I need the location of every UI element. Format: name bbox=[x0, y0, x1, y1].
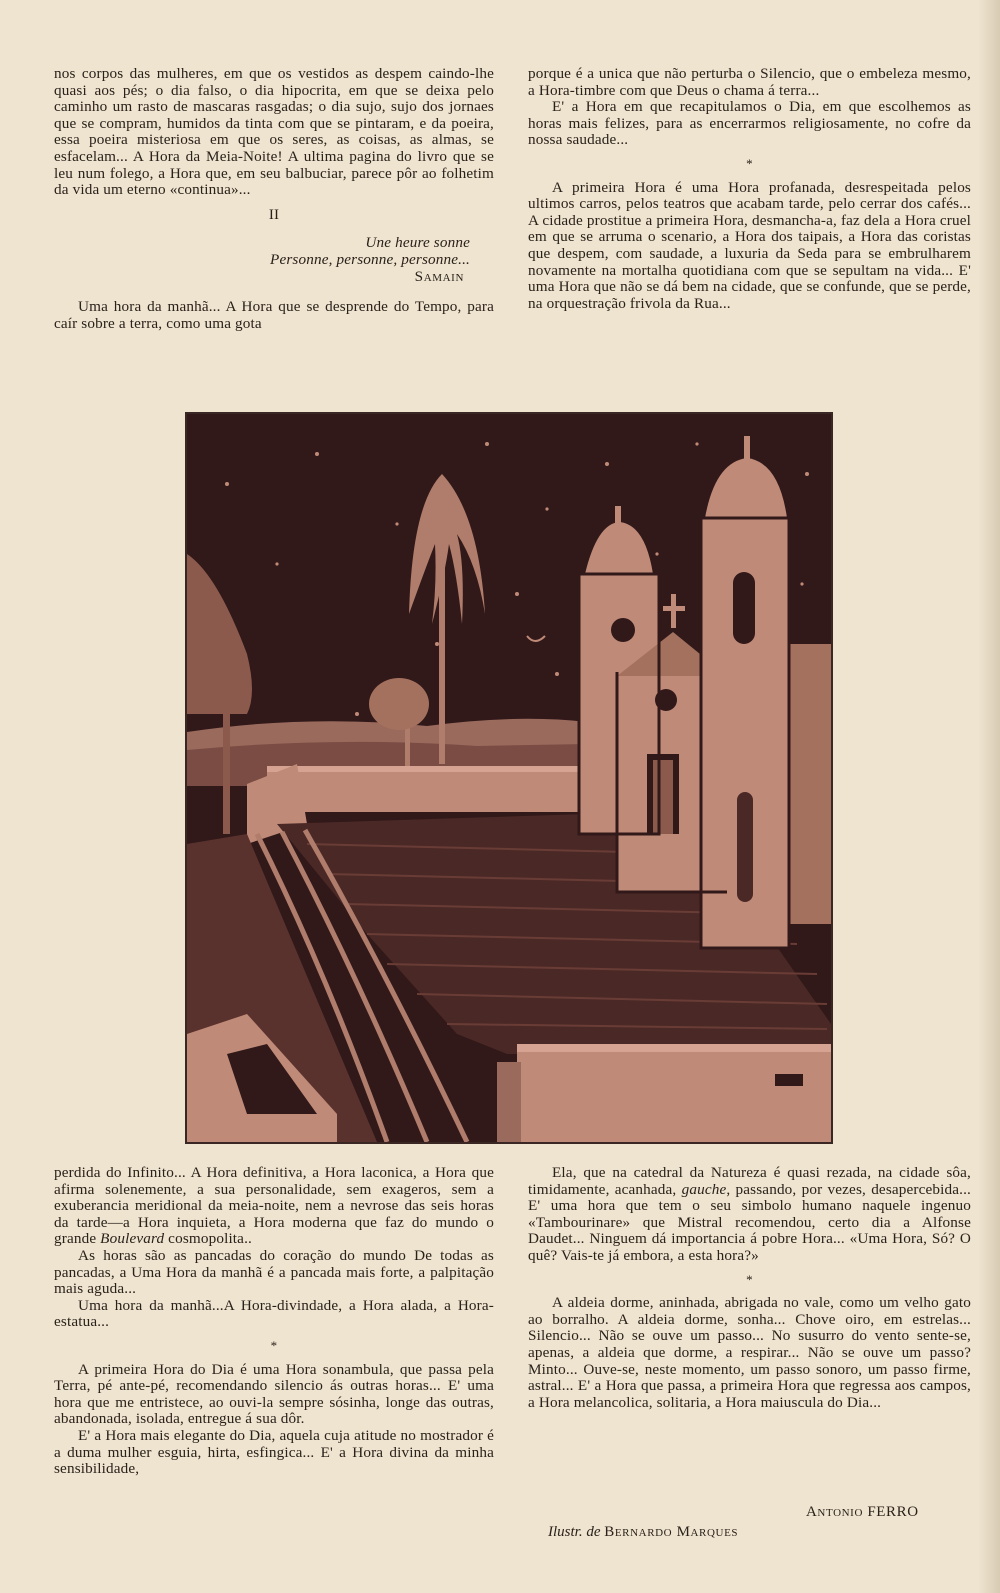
paragraph: nos corpos das mulheres, em que os vestidos as despem caindo-lhe quasi aos pés; o dia falso, o dia hipocrita, em que se deixa pelo caminho um rasto de mascaras rasgadas; o dia sujo, sujo dos jornaes que se compram, humidos da tinta com que se pintaram, e da poeira, essa poeira misteriosa em que os seres, as coisas, as almas, se esfacelam... A Hora da Meia-Noite! A ultima pagina do livro que se leu num folego, a Hora que, em seu balbuciar, parece pôr ao folhetim da vida um eterno «continua»... bbox=[54, 65, 494, 199]
page-edge-shadow bbox=[978, 0, 1000, 1593]
illustration-credit bbox=[548, 1524, 738, 1541]
column-top-right bbox=[528, 66, 971, 312]
epigraph-line: Personne, personne, personne... bbox=[270, 250, 470, 268]
paragraph bbox=[528, 1165, 971, 1265]
section-separator: * bbox=[746, 1271, 753, 1287]
paragraph: A primeira Hora é uma Hora profanada, desrespeitada pelos ultimos carros, pelos teatros que acabam tarde, pelo cerrar dos cafés... A cidade prostitue a primeira Hora, desmancha-a, faz dela a Hora cruel em que se arruma o scenario, a Hora dos taipais, a Hora das coristas que despem, com saudade, a luxuria da Seda para se embrulharem novamente na mortalha quotidiana com que se sepultam na vida... E' uma Hora que não se dá bem na cidade, que se confunde, que se perde, na orquestração frivola da Rua... bbox=[528, 178, 971, 312]
paragraph: A primeira Hora do Dia é uma Hora sonambula, que passa pela Terra, pé ante-pé, recomendando silencio ás outras horas... E' uma hora que me entristece, ao ouvi-la sempre sósinha, longe das outras, abandonada, isolada, entregue á sua dôr. bbox=[54, 1360, 494, 1428]
paragraph: E' a Hora em que recapitulamos o Dia, em que escolhemos as horas mais felizes, para as encerrarmos religiosamente, no cofre da nossa saudade... bbox=[528, 98, 971, 149]
paragraph bbox=[54, 1165, 494, 1248]
text-run: , passando, por vezes, desapercebida... E' uma hora que tem o seu simbolo humano naquele ingenuo «Tambourinare» que Mistral recomendou, certo dia a Alfonse Daudet... Ninguem dá importancia á pobre Hora... «Uma Hora, Só? O quê? Vais-te já embora, a esta hora?» bbox=[528, 1180, 971, 1264]
author-signature: Antonio FERRO bbox=[806, 1504, 919, 1520]
woodcut-illustration bbox=[187, 414, 831, 1142]
paragraph: Uma hora da manhã... A Hora que se desprende do Tempo, para caír sobre a terra, como uma gota bbox=[54, 298, 494, 332]
paragraph: Uma hora da manhã...A Hora-divindade, a Hora alada, a Hora-estatua... bbox=[54, 1296, 494, 1331]
section-separator: * bbox=[746, 155, 753, 171]
text-run: Ela, que na catedral da Natureza é quasi rezada, na cidade sôa, timidamente, acanhada, bbox=[528, 1164, 971, 1198]
epigraph-line: Une heure sonne bbox=[365, 234, 470, 252]
italic-text: gauche bbox=[681, 1180, 727, 1198]
paragraph: A aldeia dorme, aninhada, abrigada no vale, como um velho gato ao borralho. A aldeia dorme, sonha... Chove oiro, em estrelas... Silencio... Não se ouve um passo... No susurro do vento sente-se, apenas, a aldeia que dorme, a respirar... Não se ouve um passo? Minto... Ouve-se, neste momento, um passo sonoro, um passo firme, astral... E' a Hora que passa, a primeira Hora que regressa aos campos, a Hora melancolica, solitaria, a Hora maiuscula do Dia... bbox=[528, 1294, 971, 1411]
column-top-left bbox=[54, 66, 494, 332]
illustrator-name: Bernardo Marques bbox=[604, 1524, 739, 1540]
paragraph: E' a Hora mais elegante do Dia, aquela cuja atitude no mostrador é a duma mulher esguia, hirta, esfingica... E' a Hora divina da minha sensibilidade, bbox=[54, 1426, 494, 1478]
section-separator: * bbox=[270, 1337, 278, 1353]
section-number: II bbox=[268, 206, 280, 223]
illustration-church-night bbox=[185, 412, 833, 1144]
credit-label: Ilustr. de bbox=[548, 1524, 601, 1540]
italic-text: Boulevard bbox=[100, 1230, 165, 1248]
text-run: cosmopolita.. bbox=[164, 1230, 252, 1248]
epigraph-author: Samain bbox=[414, 267, 464, 285]
column-bottom-left bbox=[54, 1165, 494, 1478]
text-run: perdida do Infinito... A Hora definitiva, a Hora laconica, a Hora que afirma solenemente, a sua personalidade, sem exageros, sem a exuberancia meridional da meia-noite, nem a nevrose das seis horas da tarde—a Hora inquieta, a Hora moderna que faz do mundo o grande bbox=[54, 1164, 494, 1248]
column-bottom-right bbox=[528, 1165, 971, 1411]
paragraph: porque é a unica que não perturba o Silencio, que o embeleza mesmo, a Hora-timbre com que Deus o chama á terra... bbox=[528, 65, 971, 99]
paragraph: As horas são as pancadas do coração do mundo De todas as pancadas, a Uma Hora da manhã é a pancada mais forte, a palpitação mais aguda... bbox=[54, 1246, 494, 1298]
